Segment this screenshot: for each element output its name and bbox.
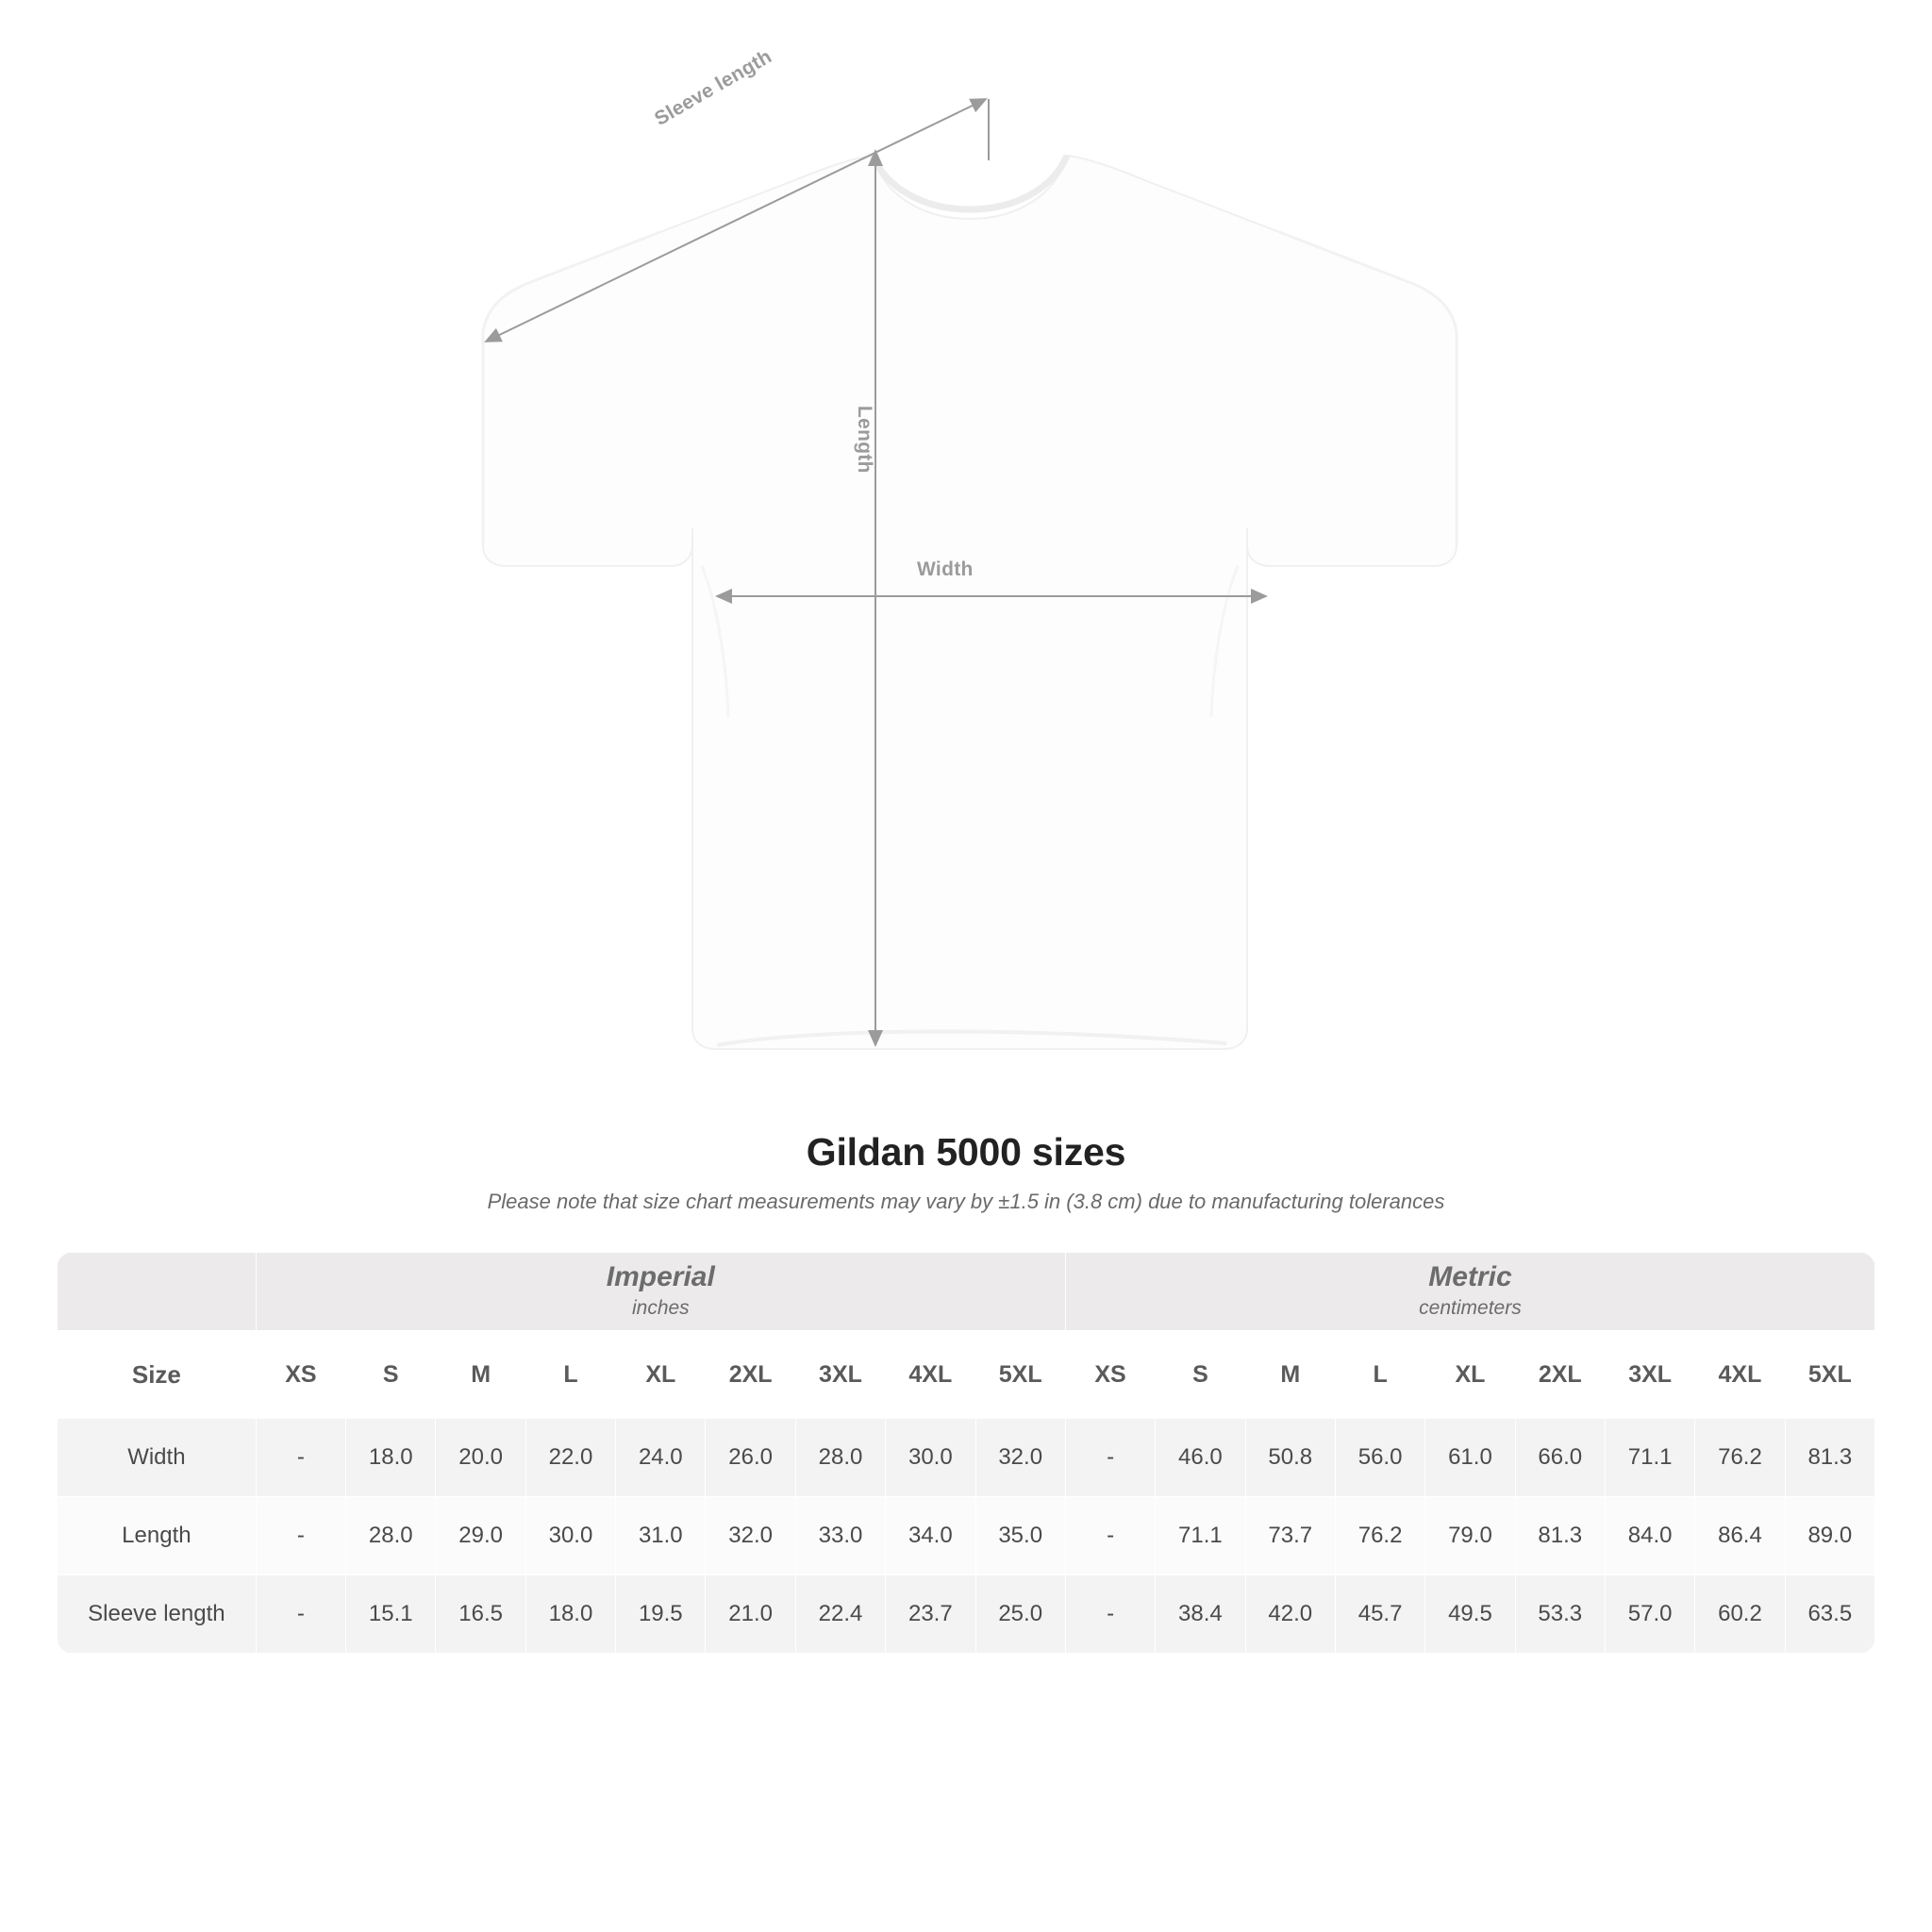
- cell-width-imperial-5xl: 32.0: [975, 1419, 1065, 1497]
- cell-length-imperial-l: 30.0: [525, 1497, 615, 1575]
- cell-sleeve-metric-4xl: 60.2: [1695, 1575, 1785, 1654]
- unit-group-imperial: [256, 1253, 1065, 1331]
- cell-width-metric-xs: -: [1065, 1419, 1155, 1497]
- cell-length-metric-xs: -: [1065, 1497, 1155, 1575]
- cell-length-imperial-3xl: 33.0: [795, 1497, 885, 1575]
- unit-group-imperial-sub: inches: [631, 1296, 690, 1319]
- cell-sleeve-imperial-m: 16.5: [436, 1575, 525, 1654]
- cell-sleeve-imperial-xl: 19.5: [616, 1575, 706, 1654]
- cell-sleeve-metric-xl: 49.5: [1425, 1575, 1515, 1654]
- row-label-width: Width: [58, 1419, 257, 1497]
- tshirt-shape: [483, 156, 1457, 1049]
- cell-sleeve-imperial-2xl: 21.0: [706, 1575, 795, 1654]
- cell-sleeve-imperial-4xl: 23.7: [886, 1575, 975, 1654]
- size-header-row: [58, 1331, 1875, 1419]
- header-metric-s: S: [1156, 1331, 1245, 1419]
- cell-width-metric-5xl: 81.3: [1785, 1419, 1874, 1497]
- header-imperial-s: S: [346, 1331, 436, 1419]
- cell-width-imperial-2xl: 26.0: [706, 1419, 795, 1497]
- unit-group-imperial-name: Imperial: [606, 1261, 715, 1293]
- header-imperial-2xl: 2XL: [706, 1331, 795, 1419]
- header-imperial-3xl: 3XL: [795, 1331, 885, 1419]
- cell-sleeve-metric-3xl: 57.0: [1605, 1575, 1694, 1654]
- cell-width-metric-l: 56.0: [1335, 1419, 1424, 1497]
- row-label-sleeve-length: Sleeve length: [58, 1575, 257, 1654]
- cell-length-imperial-xs: -: [256, 1497, 345, 1575]
- cell-width-metric-3xl: 71.1: [1605, 1419, 1694, 1497]
- header-metric-2xl: 2XL: [1515, 1331, 1605, 1419]
- cell-length-metric-3xl: 84.0: [1605, 1497, 1694, 1575]
- cell-length-imperial-4xl: 34.0: [886, 1497, 975, 1575]
- cell-length-imperial-xl: 31.0: [616, 1497, 706, 1575]
- cell-sleeve-imperial-5xl: 25.0: [975, 1575, 1065, 1654]
- header-imperial-4xl: 4XL: [886, 1331, 975, 1419]
- cell-width-metric-s: 46.0: [1156, 1419, 1245, 1497]
- header-imperial-l: L: [525, 1331, 615, 1419]
- cell-length-imperial-s: 28.0: [346, 1497, 436, 1575]
- width-label: Width: [917, 558, 974, 580]
- header-metric-xl: XL: [1425, 1331, 1515, 1419]
- cell-length-metric-s: 71.1: [1156, 1497, 1245, 1575]
- cell-sleeve-metric-5xl: 63.5: [1785, 1575, 1874, 1654]
- header-imperial-xs: XS: [256, 1331, 345, 1419]
- header-imperial-m: M: [436, 1331, 525, 1419]
- cell-width-imperial-m: 20.0: [436, 1419, 525, 1497]
- table-corner: [58, 1253, 257, 1331]
- table-row-width: [58, 1419, 1875, 1497]
- header-metric-3xl: 3XL: [1605, 1331, 1694, 1419]
- cell-sleeve-metric-l: 45.7: [1335, 1575, 1424, 1654]
- cell-width-metric-m: 50.8: [1245, 1419, 1335, 1497]
- header-imperial-xl: XL: [616, 1331, 706, 1419]
- header-metric-m: M: [1245, 1331, 1335, 1419]
- header-metric-l: L: [1335, 1331, 1424, 1419]
- cell-width-imperial-s: 18.0: [346, 1419, 436, 1497]
- page-title: Gildan 5000 sizes: [806, 1130, 1126, 1174]
- unit-group-metric: [1065, 1253, 1874, 1331]
- cell-length-metric-2xl: 81.3: [1515, 1497, 1605, 1575]
- cell-sleeve-imperial-xs: -: [256, 1575, 345, 1654]
- cell-sleeve-imperial-s: 15.1: [346, 1575, 436, 1654]
- title-block: [0, 1130, 1932, 1214]
- sleeve-length-label: Sleeve length: [651, 45, 776, 130]
- length-label: Length: [854, 406, 875, 474]
- cell-length-metric-4xl: 86.4: [1695, 1497, 1785, 1575]
- header-metric-xs: XS: [1065, 1331, 1155, 1419]
- unit-group-metric-sub: centimeters: [1419, 1296, 1522, 1319]
- cell-width-imperial-xl: 24.0: [616, 1419, 706, 1497]
- cell-sleeve-imperial-3xl: 22.4: [795, 1575, 885, 1654]
- unit-header-row: [58, 1253, 1875, 1331]
- header-imperial-5xl: 5XL: [975, 1331, 1065, 1419]
- tolerance-note: Please note that size chart measurements may vary by ±1.5 in (3.8 cm) due to manufacturing tolerances: [487, 1190, 1445, 1213]
- row-label-length: Length: [58, 1497, 257, 1575]
- cell-width-imperial-4xl: 30.0: [886, 1419, 975, 1497]
- cell-width-metric-xl: 61.0: [1425, 1419, 1515, 1497]
- cell-sleeve-imperial-l: 18.0: [525, 1575, 615, 1654]
- cell-length-metric-xl: 79.0: [1425, 1497, 1515, 1575]
- size-table: [57, 1252, 1875, 1654]
- cell-width-imperial-xs: -: [256, 1419, 345, 1497]
- cell-sleeve-metric-s: 38.4: [1156, 1575, 1245, 1654]
- table-row-length: [58, 1497, 1875, 1575]
- cell-sleeve-metric-m: 42.0: [1245, 1575, 1335, 1654]
- cell-length-metric-m: 73.7: [1245, 1497, 1335, 1575]
- cell-length-metric-l: 76.2: [1335, 1497, 1424, 1575]
- size-table-wrapper: [57, 1252, 1875, 1654]
- cell-width-imperial-3xl: 28.0: [795, 1419, 885, 1497]
- cell-length-imperial-5xl: 35.0: [975, 1497, 1065, 1575]
- cell-length-imperial-2xl: 32.0: [706, 1497, 795, 1575]
- header-metric-4xl: 4XL: [1695, 1331, 1785, 1419]
- cell-sleeve-metric-2xl: 53.3: [1515, 1575, 1605, 1654]
- cell-length-metric-5xl: 89.0: [1785, 1497, 1874, 1575]
- cell-width-imperial-l: 22.0: [525, 1419, 615, 1497]
- cell-sleeve-metric-xs: -: [1065, 1575, 1155, 1654]
- cell-length-imperial-m: 29.0: [436, 1497, 525, 1575]
- table-row-sleeve-length: [58, 1575, 1875, 1654]
- cell-width-metric-2xl: 66.0: [1515, 1419, 1605, 1497]
- unit-group-metric-name: Metric: [1428, 1261, 1512, 1293]
- cell-width-metric-4xl: 76.2: [1695, 1419, 1785, 1497]
- header-metric-5xl: 5XL: [1785, 1331, 1874, 1419]
- header-size: Size: [58, 1331, 257, 1419]
